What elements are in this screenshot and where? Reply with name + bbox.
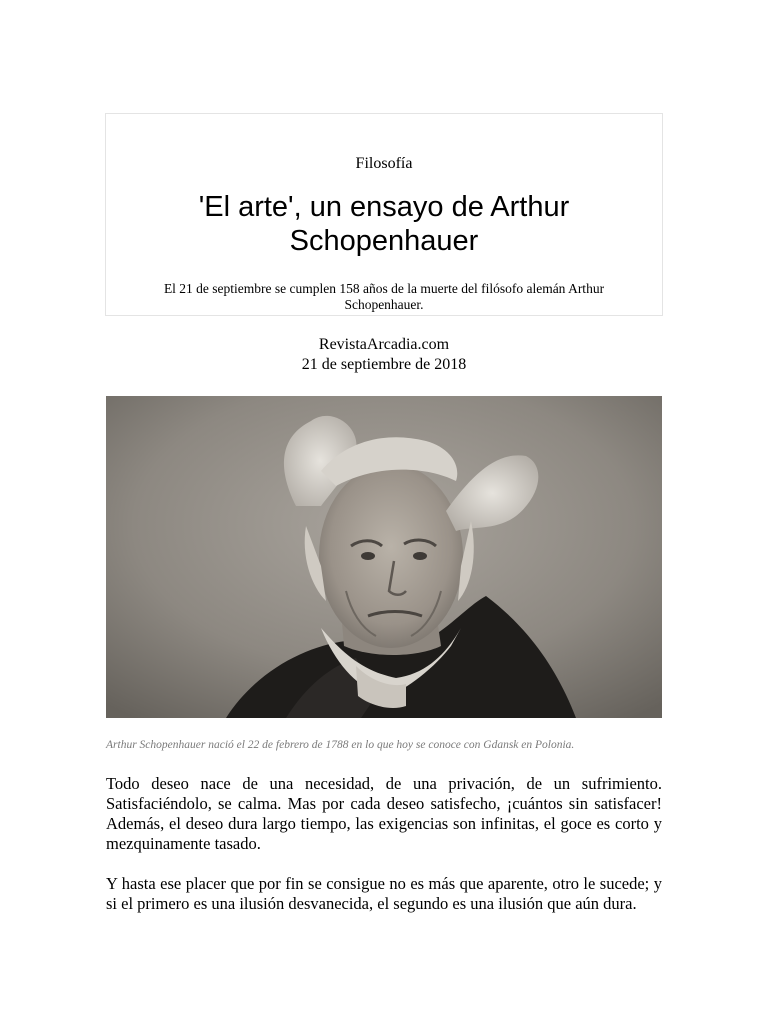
article-date: 21 de septiembre de 2018 xyxy=(301,356,467,373)
article-header-box xyxy=(105,113,663,316)
paragraph: Y hasta ese placer que por fin se consigue no es más que aparente, otro le sucede; y si el primero es una ilusión desvanecida, el segundo es una ilusión que aún dura. xyxy=(106,874,662,913)
article-body xyxy=(106,774,662,934)
portrait-photo xyxy=(106,396,662,718)
photo-caption: Arthur Schopenhauer nació el 22 de febrero de 1788 en lo que hoy se conoce con Gdansk en Polonia. xyxy=(106,739,575,751)
article-subtitle: El 21 de septiembre se cumplen 158 años de la muerte del filósofo alemán Arthur Schopenhauer. xyxy=(163,281,605,312)
paragraph: Todo deseo nace de una necesidad, de una privación, de un sufrimiento. Satisfaciéndolo, se calma. Mas por cada deseo satisfecho, ¡cuántos sin satisfacer! Además, el deseo dura largo tiempo, las exigencias son infinitas, el goce es corto y mezquinamente tasado. xyxy=(106,774,662,853)
article-title: 'El arte', un ensayo de Arthur Schopenhauer xyxy=(198,191,570,257)
article-category: Filosofía xyxy=(355,155,413,172)
source-block xyxy=(105,335,663,375)
article-source: RevistaArcadia.com xyxy=(318,336,450,353)
portrait-photo-graphic xyxy=(106,396,662,718)
